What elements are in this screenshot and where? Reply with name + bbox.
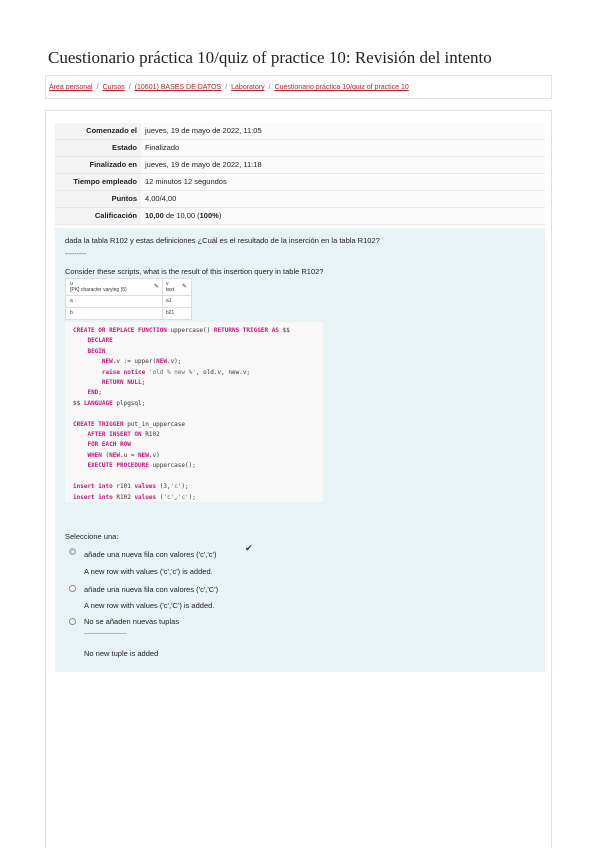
select-one-label: Seleccione una: [65,532,119,541]
question-text-en: Consider these scripts, what is the result of this insertion query in table R102? [65,267,324,276]
grade-percent: 100% [199,211,219,220]
summary-row [55,157,545,174]
answer-label-2[interactable]: añade una nueva fila con valores ('c','C') [84,585,219,594]
question-text-es: dada la tabla R102 y estas definiciones ¿Cuál es el resultado de la inserción en la tabla R102? [65,236,380,245]
page-title: Cuestionario práctica 10/quiz of practice 10: Revisión del intento [48,48,492,67]
summary-value: jueves, 19 de mayo de 2022, 11:05 [141,123,545,140]
answer-label-1[interactable]: añade una nueva fila con valores ('c','c') [84,550,217,559]
pencil-icon: ✎ [182,284,188,290]
summary-value: 12 minutos 12 segundos [141,174,545,191]
summary-row [55,208,545,225]
col-v-name: v [166,281,169,287]
answer-separator-3: --------------------- [84,631,126,637]
summary-label: Puntos [55,191,141,208]
sql-code-image: CREATE OR REPLACE FUNCTION uppercase() RETURNS TRIGGER AS $$ DECLARE BEGIN NEW.v := upper(NEW.v); raise notice 'old % new %', old.v, new.v; RETURN NULL; END; $$ LANGUAGE plpgsql; CREATE TRIGGER put_in_uppercase AFTER INSERT ON R102 FOR EACH ROW WHEN (NEW.u = NEW.v) EXECUTE PROCEDURE uppercase(); insert into r101 values (3,'c'); insert into R102 values ('c','c'); [65,322,323,502]
breadcrumb-link-home[interactable]: Área personal [49,84,93,91]
attempt-summary-table [55,123,545,225]
summary-row [55,123,545,140]
col-u-name: u [70,281,73,287]
check-icon: ✔ [245,543,253,553]
summary-label: Estado [55,140,141,157]
cell-v: a1 [166,298,172,304]
cell-v: b21 [166,310,175,316]
summary-row [55,191,545,208]
summary-value: 4,00/4,00 [141,191,545,208]
summary-label: Comenzado el [55,123,141,140]
breadcrumb-link-course[interactable]: (10601) BASES DE DATOS [134,84,222,91]
col-u-type: [PK] character varying (5) [70,287,127,293]
col-v-type: text [166,287,175,293]
r102-table-image [65,278,192,320]
summary-value: jueves, 19 de mayo de 2022, 11:18 [141,157,545,174]
question-separator: --------- [65,251,86,258]
answer-radio-2[interactable] [69,585,76,592]
breadcrumb-link-courses[interactable]: Cursos [102,84,125,91]
summary-label: Finalizado en [55,157,141,174]
grade-value: 10,00 [145,211,164,220]
answer-label-3[interactable]: No se añaden nuevas tuplas [84,617,180,626]
question-panel [55,228,545,672]
answer-radio-1[interactable] [69,548,76,555]
summary-value: Finalizado [141,140,545,157]
summary-label: Tiempo empleado [55,174,141,191]
answer-radio-3[interactable] [69,618,76,625]
answer-sub-3: No new tuple is added [84,649,159,658]
cell-u: a [70,298,73,304]
summary-value [141,208,545,225]
breadcrumb-link-section[interactable]: Laboratory [231,84,265,91]
breadcrumb: Área personal / Cursos / (10601) BASES DE DATOS / Laboratory / Cuestionario práctica 10/quiz of practice 10 [45,75,552,99]
summary-row [55,140,545,157]
answer-sub-2: A new row with values ('c','C') is added. [84,601,215,610]
summary-row [55,174,545,191]
cell-u: b [70,310,73,316]
pencil-icon: ✎ [154,284,160,290]
grade-close: ) [218,211,222,220]
grade-total: de 10,00 ( [163,211,200,220]
breadcrumb-link-quiz[interactable]: Cuestionario práctica 10/quiz of practice 10 [274,84,409,91]
summary-label: Calificación [55,208,141,225]
answer-sub-1: A new row with values ('c','c') is added. [84,567,213,576]
